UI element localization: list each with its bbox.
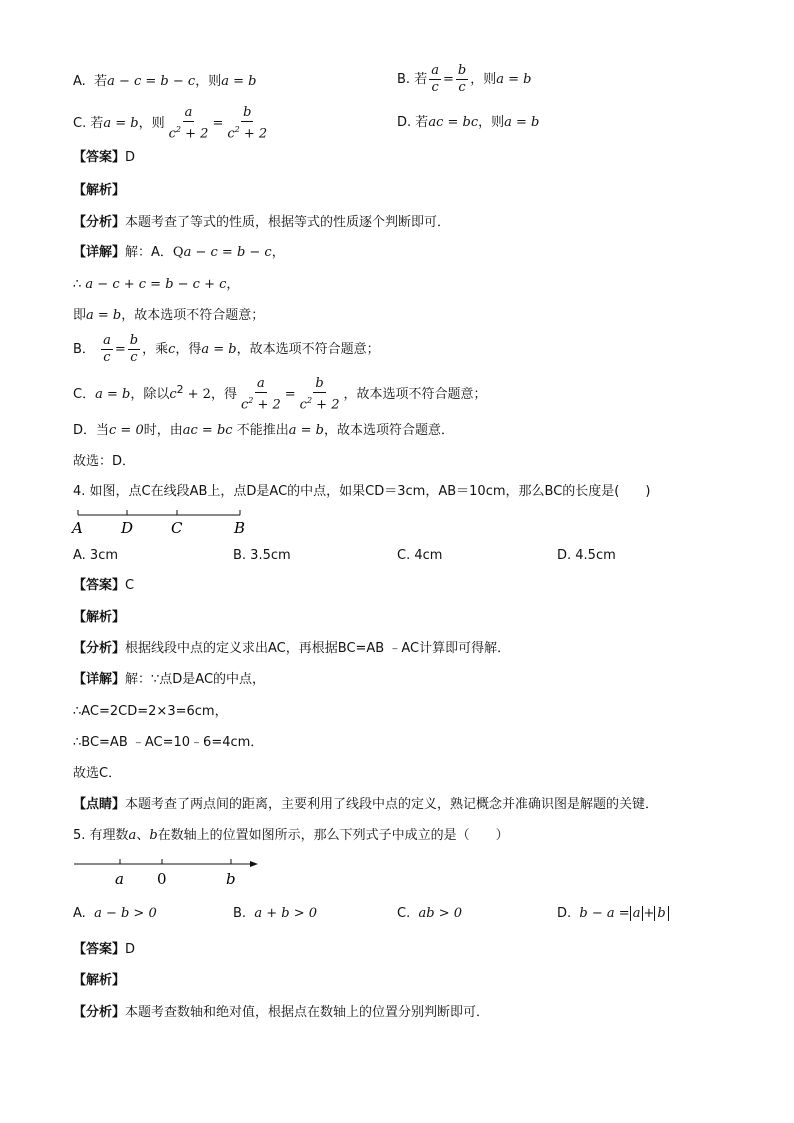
detail-text: ，乘 (142, 342, 169, 357)
math-expr: ac = bc (428, 115, 479, 130)
q5-option-d (557, 905, 669, 923)
option-text: D. 4.5cm (557, 548, 616, 563)
q4-option-c (397, 547, 442, 565)
fraction-denominator: c (458, 80, 466, 95)
fraction-numerator: b (129, 333, 139, 348)
q3-option-b (397, 64, 531, 95)
choose-text: 故选C． (73, 766, 122, 781)
abs-value: a (630, 906, 644, 921)
detail-text: ， (271, 245, 285, 260)
fraction (225, 106, 269, 141)
q4-option-b (233, 547, 291, 565)
q5-analysis-tag (73, 972, 125, 990)
fraction (167, 106, 211, 141)
math-expr: a − c = b − c (107, 74, 196, 89)
fenxi-text: 本题考查数轴和绝对值，根据点在数轴上的位置分别判断即可． (125, 1005, 490, 1020)
fraction-numerator: b (457, 63, 467, 78)
fraction-denominator: $c^2 + 2$ (240, 396, 281, 413)
math-expr: a = b (201, 342, 237, 357)
math-expr: + 2 (181, 126, 209, 142)
fraction-denominator: $c^2 + 2$ (168, 125, 209, 142)
number-line-figure (70, 852, 270, 892)
option-text: ，则 (470, 72, 497, 87)
math-expr: = (114, 342, 126, 357)
detail-text: 即 (73, 308, 87, 323)
math-expr: c (299, 397, 307, 413)
detail-tag: 【详解】 (73, 672, 126, 687)
option-label: C. (397, 906, 411, 921)
point-label: B (234, 519, 246, 537)
option-label: A. (73, 906, 86, 921)
q3-detail-a (73, 244, 285, 262)
q3-analysis-tag (73, 182, 125, 200)
math-expr: ab > 0 (418, 906, 462, 921)
q4-option-a (73, 547, 118, 565)
math-expr: a − b > 0 (94, 906, 157, 921)
point-label: D (121, 519, 134, 537)
math-expr: b (149, 828, 158, 843)
option-label: B. (397, 72, 411, 87)
detail-text: ，故本选项不符合题意； (343, 387, 487, 403)
question-stem: 在数轴上的位置如图所示，那么下列式子中成立的是（ ） (157, 828, 509, 843)
q3-choose (73, 453, 135, 471)
fraction (101, 334, 113, 365)
arrow-icon (250, 861, 258, 867)
fraction-denominator: $c^2 + 2$ (299, 396, 340, 413)
detail-text: 时，由 (143, 423, 183, 438)
q4-answer (73, 577, 134, 595)
option-text: 若 (414, 72, 428, 87)
analysis-tag: 【解析】 (73, 973, 126, 988)
detail-text: ， (226, 277, 240, 292)
math-expr: a = b (504, 115, 540, 130)
math-expr: a − c = b − c (183, 245, 272, 260)
detail-tag: 【详解】 (73, 245, 126, 260)
math-expr: c (168, 342, 176, 357)
question-stem: 4. 如图，点C在线段AB上，点D是AC的中点，如果CD＝3cm，AB＝10cm，那么BC的长度是( ) (73, 484, 651, 499)
math-expr: a = b (95, 387, 131, 403)
q5-fenxi (73, 1004, 489, 1022)
fraction-numerator: b (315, 376, 324, 391)
option-text: 若 (90, 116, 104, 132)
point-label: A (72, 519, 83, 537)
q3-option-a (73, 73, 256, 91)
math-expr: = (212, 116, 224, 132)
detail-text: ，除以 (130, 387, 170, 403)
math-expr: + 2 (253, 397, 281, 413)
fenxi-text: 根据线段中点的定义求出AC，再根据BC=AB ﹣AC计算即可得解． (125, 641, 511, 656)
math-expr: c (168, 126, 176, 142)
math-expr: ac = bc (182, 423, 233, 438)
q5-stem (73, 827, 509, 845)
q4-stem (73, 483, 650, 501)
math-expr: c (227, 126, 235, 142)
axis-label: b (226, 870, 236, 888)
fraction (456, 64, 468, 95)
fenxi-tag: 【分析】 (73, 1005, 126, 1020)
math-expr: + 2 (239, 126, 268, 142)
axis-label: a (115, 870, 124, 888)
math-expr: a + b > 0 (254, 906, 317, 921)
q3-answer (73, 149, 135, 167)
detail-text: ，得 (210, 387, 237, 403)
q3-option-c (73, 106, 271, 141)
answer-value: C (125, 578, 135, 593)
question-stem: 5. 有理数 (73, 828, 129, 843)
fenxi-tag: 【分析】 (73, 641, 126, 656)
math-expr: a = b (103, 116, 139, 132)
answer-tag: 【答案】 (73, 578, 126, 593)
option-label: A. (73, 74, 86, 89)
detail-text: D．当 (73, 423, 110, 438)
axis-label: 0 (157, 870, 167, 888)
abs-value: b (654, 906, 668, 921)
detail-text: C． (73, 387, 96, 403)
math-expr: a = b (86, 308, 122, 323)
math-expr: a − c + c = b − c + c (85, 277, 227, 292)
detail-text: ∴BC=AB ﹣AC=10﹣6=4cm． (73, 735, 264, 750)
detail-text: 解：A． (125, 245, 173, 260)
math-expr: c (240, 397, 249, 413)
fraction-numerator: b (243, 105, 252, 120)
math-expr: c = 0 (109, 423, 144, 438)
math-expr: c (169, 387, 177, 403)
q4-detail-2 (73, 703, 228, 721)
math-expr: a (128, 828, 137, 843)
point-label: C (171, 519, 183, 537)
option-text: 若 (415, 115, 429, 130)
option-label: C. (73, 116, 87, 132)
detail-text: ，故本选项不符合题意； (236, 342, 380, 357)
detail-text: 不能推出 (236, 423, 289, 438)
fenxi-tag: 【分析】 (73, 215, 126, 230)
q3-option-d (397, 114, 539, 132)
option-text: 若 (94, 74, 108, 89)
q4-detail-1 (73, 671, 265, 689)
q5-option-c (397, 905, 462, 923)
option-text: ，则 (195, 74, 222, 89)
question-stem: 、 (136, 828, 150, 843)
option-text: B. 3.5cm (233, 548, 291, 563)
q3-detail-a3 (73, 307, 264, 325)
math-expr: a = b (288, 423, 324, 438)
dianjing-tag: 【点睛】 (73, 797, 126, 812)
therefore-symbol: ∴ (73, 277, 82, 292)
detail-text: ，故本选项不符合题意； (121, 308, 265, 323)
q5-option-b (233, 905, 317, 923)
choose-text: 故选：D． (73, 454, 136, 469)
fraction (128, 334, 140, 365)
answer-tag: 【答案】 (73, 150, 126, 165)
math-expr: a = b (221, 74, 257, 89)
math-expr: b − a = (579, 906, 630, 921)
answer-value: D (125, 942, 136, 957)
q4-option-d (557, 547, 616, 565)
q4-analysis-tag (73, 609, 125, 627)
because-symbol: Q (172, 245, 184, 260)
fraction-denominator: c (431, 80, 439, 95)
analysis-tag: 【解析】 (73, 183, 126, 198)
q5-answer (73, 941, 135, 959)
answer-tag: 【答案】 (73, 942, 126, 957)
detail-text: ，得 (175, 342, 202, 357)
fraction-denominator: $c^2 + 2$ (227, 125, 268, 142)
q3-fenxi (73, 214, 450, 232)
answer-value: D (125, 150, 136, 165)
q4-detail-3 (73, 734, 263, 752)
fraction-numerator: a (103, 333, 111, 348)
line-segment-figure (70, 506, 260, 538)
q3-detail-b (73, 334, 380, 365)
analysis-tag: 【解析】 (73, 610, 126, 625)
math-expr: = (442, 72, 454, 87)
q4-fenxi (73, 640, 510, 658)
fraction-numerator: a (431, 63, 439, 78)
option-label: B. (233, 906, 247, 921)
q4-dianjing (73, 796, 658, 814)
option-text: ，则 (478, 115, 505, 130)
option-text: A. 3cm (73, 548, 119, 563)
math-expr: + 2 (183, 387, 211, 403)
fraction-numerator: a (256, 376, 265, 391)
option-label: D. (557, 906, 572, 921)
dianjing-text: 本题考查了两点间的距离，主要利用了线段中点的定义，熟记概念并准确识图是解题的关键． (125, 797, 659, 812)
q3-detail-a2 (73, 276, 239, 294)
detail-text: ，故本选项符合题意． (323, 423, 454, 438)
option-text: C. 4cm (397, 548, 443, 563)
fraction (239, 377, 283, 412)
math-expr: = (284, 387, 296, 403)
fraction-denominator: c (130, 350, 138, 365)
math-expr: a = b (496, 72, 532, 87)
q5-option-a (73, 905, 157, 923)
fraction (298, 377, 342, 412)
option-text: ，则 (138, 116, 165, 132)
fraction-numerator: a (184, 105, 193, 120)
detail-text: 解：∵点D是AC的中点， (125, 672, 266, 687)
q3-detail-c: C．a = b，除以$c^2 + 2$，得 $\frac{a}{c^2 + 2}$ = $\frac{b}{c^2 + 2}$ ，故本选项不符合题意； (73, 376, 487, 413)
detail-text: ∴AC=2CD=2×3=6cm， (73, 704, 228, 719)
fraction-denominator: c (103, 350, 111, 365)
fenxi-text: 本题考查了等式的性质，根据等式的性质逐个判断即可． (125, 215, 451, 230)
math-expr: + (643, 906, 655, 921)
q4-choose (73, 765, 121, 783)
option-label: D. (397, 115, 412, 130)
math-expr: + 2 (312, 397, 340, 413)
fraction (429, 64, 441, 95)
detail-text: B． (73, 342, 95, 357)
q3-detail-d (73, 422, 454, 440)
